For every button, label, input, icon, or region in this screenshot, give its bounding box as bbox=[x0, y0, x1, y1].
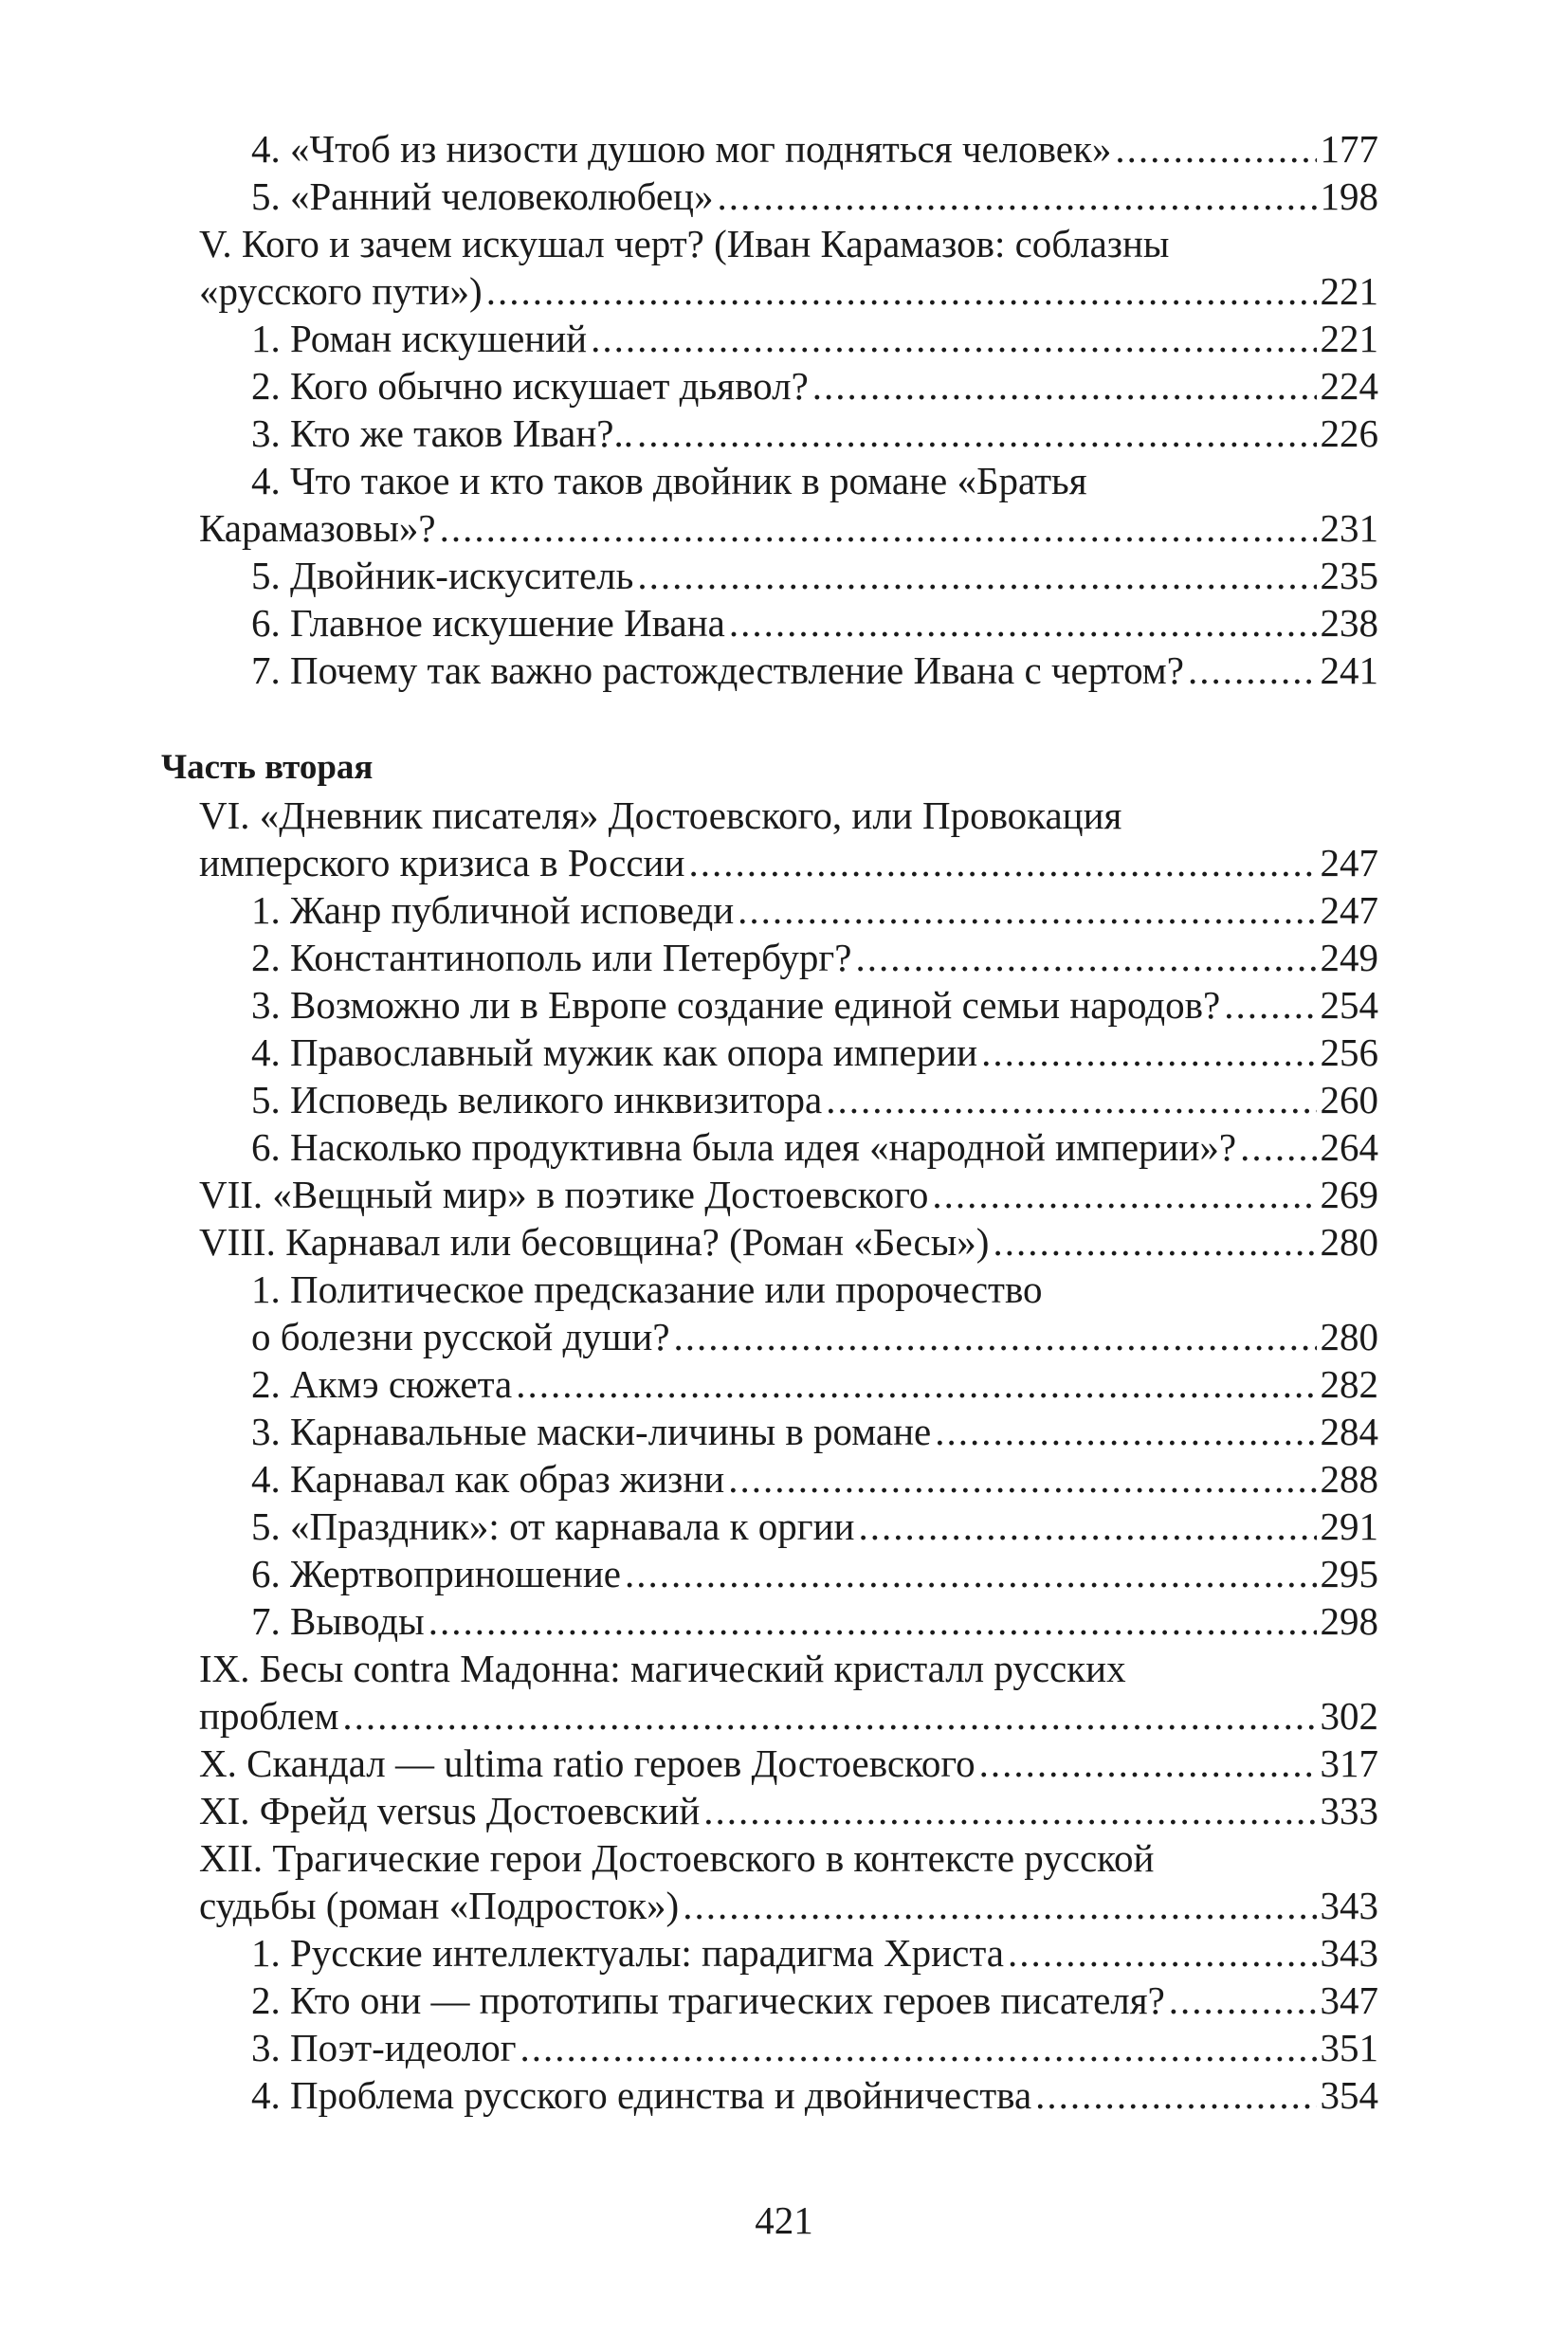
toc-entry-title: судьбы (роман «Подросток») bbox=[199, 1884, 680, 1927]
toc-entry-title: 1. Жанр публичной исповеди bbox=[251, 888, 735, 932]
toc-entry-line1 bbox=[0, 1266, 1568, 1313]
toc-entry bbox=[0, 1076, 1568, 1123]
leader-dots bbox=[688, 839, 1316, 886]
toc-entry-line1 bbox=[0, 1645, 1568, 1692]
part-heading-text: Часть вторая bbox=[161, 748, 374, 787]
toc-entry-page: 295 bbox=[1320, 1552, 1378, 1595]
toc-entry-page: 284 bbox=[1320, 1410, 1378, 1453]
toc-entry-page: 235 bbox=[1320, 554, 1378, 597]
toc-entry-title: 5. «Праздник»: от карнавала к оргии bbox=[251, 1504, 855, 1548]
toc-entry-title-line1: IX. Бесы contra Мадонна: магический кристалл русских bbox=[199, 1647, 1126, 1690]
toc-entry-title: VIII. Карнавал или бесовщина? (Роман «Бесы») bbox=[199, 1220, 990, 1264]
leader-dots bbox=[520, 2024, 1317, 2071]
toc-entry-title: 3. Кто же таков Иван?.. bbox=[251, 411, 633, 455]
toc-entry bbox=[0, 2024, 1568, 2071]
toc-entry-title-line1: VI. «Дневник писателя» Достоевского, или Провокация bbox=[199, 793, 1122, 837]
leader-dots bbox=[683, 1882, 1316, 1929]
toc-entry bbox=[0, 1171, 1568, 1218]
toc-entry-page: 343 bbox=[1320, 1931, 1378, 1975]
page-number: 421 bbox=[755, 2198, 813, 2242]
leader-dots bbox=[855, 934, 1316, 981]
leader-dots bbox=[993, 1218, 1316, 1266]
toc-entry-title: 2. Константинополь или Петербург? bbox=[251, 936, 852, 979]
part-heading bbox=[0, 744, 1568, 792]
toc-entry bbox=[0, 1313, 1568, 1360]
toc-entry-page: 264 bbox=[1320, 1125, 1378, 1169]
toc-entry bbox=[0, 647, 1568, 694]
toc-entry bbox=[0, 2071, 1568, 2119]
toc-entry bbox=[0, 1977, 1568, 2024]
toc-entry-page: 280 bbox=[1320, 1220, 1378, 1264]
toc-entry-line1 bbox=[0, 220, 1568, 267]
toc-entry-title: 6. Насколько продуктивна была идея «народной империи»? bbox=[251, 1125, 1237, 1169]
leader-dots bbox=[440, 504, 1317, 552]
leader-dots bbox=[1008, 1929, 1317, 1977]
toc-entry-title: 7. Выводы bbox=[251, 1599, 425, 1643]
toc-entry-title: о болезни русской души? bbox=[251, 1315, 670, 1358]
toc-entry-title-line1: 4. Что такое и кто таков двойник в романе «Братья bbox=[251, 459, 1087, 502]
toc-entry-line1 bbox=[0, 457, 1568, 504]
toc-entry-title: XI. Фрейд versus Достоевский bbox=[199, 1789, 701, 1832]
leader-dots bbox=[935, 1408, 1316, 1455]
toc-part2 bbox=[0, 744, 1568, 2119]
leader-dots bbox=[1169, 1977, 1317, 2024]
toc-entry-title-line1: V. Кого и зачем искушал черт? (Иван Карамазов: соблазны bbox=[199, 222, 1170, 265]
toc-entry bbox=[0, 1123, 1568, 1171]
toc-entry-page: 288 bbox=[1320, 1457, 1378, 1501]
toc-entry-page: 256 bbox=[1320, 1030, 1378, 1074]
toc-entry-title-line1: 1. Политическое предсказание или пророчество bbox=[251, 1267, 1043, 1311]
toc-part1-continued bbox=[0, 125, 1568, 694]
toc-entry-page: 221 bbox=[1320, 269, 1378, 313]
toc-entry bbox=[0, 1929, 1568, 1977]
leader-dots bbox=[717, 173, 1316, 220]
leader-dots bbox=[1240, 1123, 1316, 1171]
toc-entry-title: 5. «Ранний человеколюбец» bbox=[251, 174, 714, 218]
toc-entry bbox=[0, 362, 1568, 410]
toc-entry-title: 5. Исповедь великого инквизитора bbox=[251, 1078, 823, 1121]
toc-entry bbox=[0, 1360, 1568, 1408]
leader-dots bbox=[1224, 981, 1316, 1029]
toc-entry-page: 282 bbox=[1320, 1362, 1378, 1406]
leader-dots bbox=[591, 315, 1316, 362]
toc-entry bbox=[0, 1218, 1568, 1266]
toc-entry-page: 221 bbox=[1320, 317, 1378, 360]
toc-entry bbox=[0, 1692, 1568, 1740]
toc-entry-title: 6. Жертвоприношение bbox=[251, 1552, 621, 1595]
toc-entry-line1 bbox=[0, 792, 1568, 839]
leader-dots bbox=[812, 362, 1317, 410]
toc-entry-page: 231 bbox=[1320, 506, 1378, 550]
toc-entry bbox=[0, 1455, 1568, 1503]
toc-entry bbox=[0, 1550, 1568, 1597]
toc-entry-title: 4. «Чтоб из низости душою мог подняться человек» bbox=[251, 127, 1112, 171]
leader-dots bbox=[1115, 125, 1316, 173]
toc-entry-title: 1. Русские интеллектуалы: парадигма Христа bbox=[251, 1931, 1004, 1975]
toc-entry-page: 298 bbox=[1320, 1599, 1378, 1643]
toc-entry-page: 238 bbox=[1320, 601, 1378, 645]
toc-entry-title: 2. Кто они — прототипы трагических героев писателя? bbox=[251, 1978, 1165, 2022]
toc-entry bbox=[0, 1597, 1568, 1645]
toc-entry-title: 6. Главное искушение Ивана bbox=[251, 601, 725, 645]
leader-dots bbox=[1188, 647, 1317, 694]
toc-entry-page: 249 bbox=[1320, 936, 1378, 979]
leader-dots bbox=[738, 886, 1316, 934]
toc-entry bbox=[0, 934, 1568, 981]
leader-dots bbox=[729, 599, 1317, 647]
toc-entry-page: 351 bbox=[1320, 2026, 1378, 2069]
leader-dots bbox=[979, 1740, 1317, 1787]
toc-entry bbox=[0, 1740, 1568, 1787]
toc-entry-page: 302 bbox=[1320, 1694, 1378, 1738]
toc-entry-title: 7. Почему так важно растождествление Ивана с чертом? bbox=[251, 648, 1184, 692]
toc-entry bbox=[0, 839, 1568, 886]
toc-entry-title: проблем bbox=[199, 1694, 339, 1738]
toc-entry-page: 333 bbox=[1320, 1789, 1378, 1832]
toc-entry-title: 3. Карнавальные маски-личины в романе bbox=[251, 1410, 932, 1453]
toc-entry-title: 3. Возможно ли в Европе создание единой семьи народов? bbox=[251, 983, 1221, 1027]
toc-entry-page: 354 bbox=[1320, 2073, 1378, 2117]
toc-entry-page: 347 bbox=[1320, 1978, 1378, 2022]
toc-entry bbox=[0, 981, 1568, 1029]
toc-entry-title: 1. Роман искушений bbox=[251, 317, 588, 360]
toc-entry bbox=[0, 1029, 1568, 1076]
toc-entry-page: 247 bbox=[1320, 888, 1378, 932]
toc-entry-page: 280 bbox=[1320, 1315, 1378, 1358]
toc-entry-title: 2. Акмэ сюжета bbox=[251, 1362, 513, 1406]
toc-entry-page: 226 bbox=[1320, 411, 1378, 455]
toc-entry-title: имперского кризиса в России bbox=[199, 841, 685, 884]
toc-entry bbox=[0, 1882, 1568, 1929]
toc-entry-title: 3. Поэт-идеолог bbox=[251, 2026, 517, 2069]
toc-entry bbox=[0, 504, 1568, 552]
toc-entry-title: Карамазовы»? bbox=[199, 506, 436, 550]
toc-entry bbox=[0, 552, 1568, 599]
toc-entry-page: 224 bbox=[1320, 364, 1378, 408]
toc-entry bbox=[0, 125, 1568, 173]
leader-dots bbox=[703, 1787, 1316, 1834]
leader-dots bbox=[516, 1360, 1316, 1408]
leader-dots bbox=[637, 552, 1316, 599]
toc-entry-line1 bbox=[0, 1834, 1568, 1882]
toc-entry bbox=[0, 267, 1568, 315]
toc-entry bbox=[0, 1503, 1568, 1550]
leader-dots bbox=[728, 1455, 1316, 1503]
toc-entry bbox=[0, 599, 1568, 647]
leader-dots bbox=[486, 267, 1317, 315]
toc-entry-page: 343 bbox=[1320, 1884, 1378, 1927]
toc-entry-page: 269 bbox=[1320, 1173, 1378, 1216]
toc-entry-page: 291 bbox=[1320, 1504, 1378, 1548]
leader-dots bbox=[1035, 2071, 1316, 2119]
leader-dots bbox=[932, 1171, 1316, 1218]
toc-entry bbox=[0, 315, 1568, 362]
leader-dots bbox=[625, 1550, 1317, 1597]
toc-entry bbox=[0, 1787, 1568, 1834]
toc-entry-title: 4. Проблема русского единства и двойничества bbox=[251, 2073, 1032, 2117]
toc-entry-title: X. Скандал — ultima ratio героев Достоевского bbox=[199, 1741, 975, 1785]
toc-entry-page: 177 bbox=[1320, 127, 1378, 171]
toc-entry-title: 4. Православный мужик как опора империи bbox=[251, 1030, 978, 1074]
leader-dots bbox=[674, 1313, 1317, 1360]
toc-entry-page: 198 bbox=[1320, 174, 1378, 218]
toc-entry bbox=[0, 886, 1568, 934]
toc-entry-title: 5. Двойник-искуситель bbox=[251, 554, 634, 597]
leader-dots bbox=[428, 1597, 1317, 1645]
toc-entry-title: 4. Карнавал как образ жизни bbox=[251, 1457, 725, 1501]
toc-entry-page: 241 bbox=[1320, 648, 1378, 692]
toc-entry bbox=[0, 410, 1568, 457]
toc-entry-title: «русского пути») bbox=[199, 269, 483, 313]
leader-dots bbox=[981, 1029, 1316, 1076]
toc-entry-page: 247 bbox=[1320, 841, 1378, 884]
toc-entry bbox=[0, 173, 1568, 220]
toc-entry-title: VII. «Вещный мир» в поэтике Достоевского bbox=[199, 1173, 929, 1216]
toc-entry-page: 317 bbox=[1320, 1741, 1378, 1785]
toc-entry-title: 2. Кого обычно искушает дьявол? bbox=[251, 364, 809, 408]
toc-entry-page: 254 bbox=[1320, 983, 1378, 1027]
leader-dots bbox=[858, 1503, 1316, 1550]
toc-entry-title-line1: XII. Трагические герои Достоевского в контексте русской bbox=[199, 1836, 1155, 1880]
leader-dots bbox=[826, 1076, 1316, 1123]
leader-dots bbox=[342, 1692, 1316, 1740]
toc-entry-page: 260 bbox=[1320, 1078, 1378, 1121]
toc-entry bbox=[0, 1408, 1568, 1455]
leader-dots bbox=[637, 410, 1317, 457]
